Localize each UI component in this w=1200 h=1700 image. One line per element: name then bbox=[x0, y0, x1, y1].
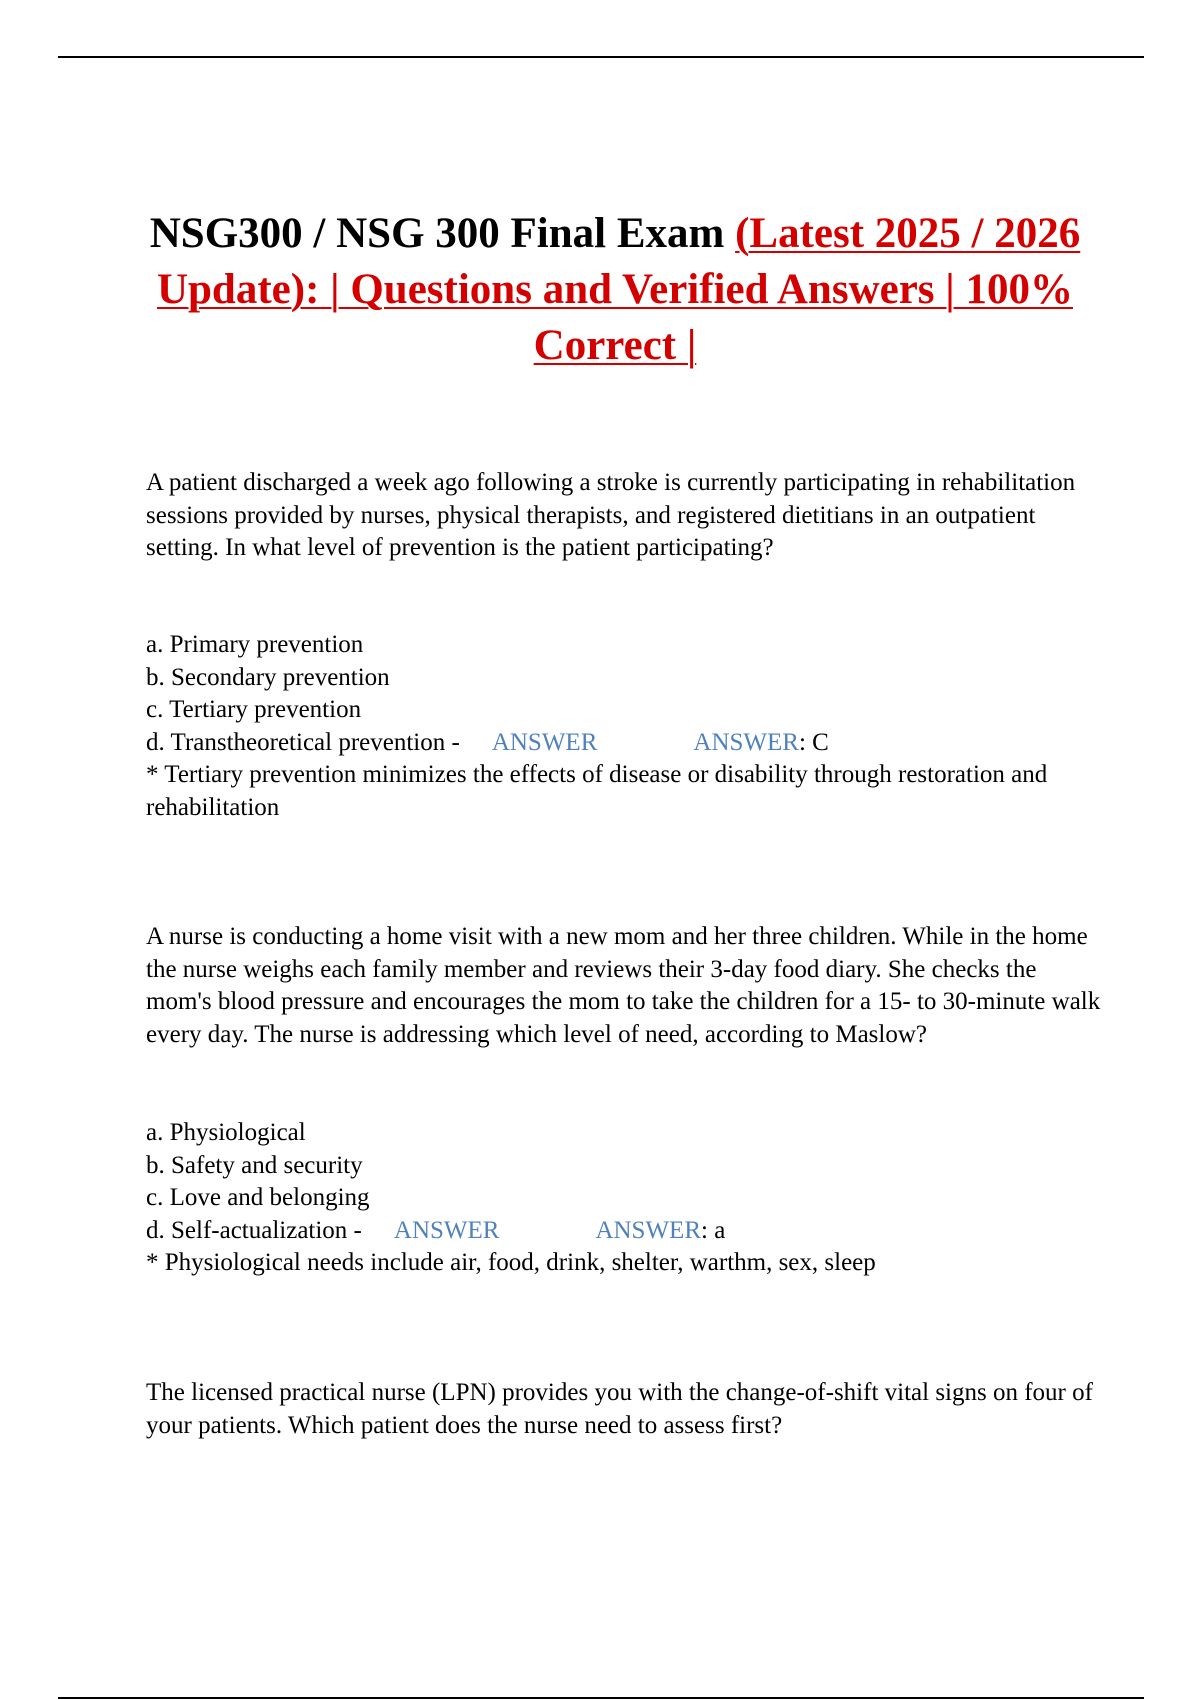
option-d: d. Transtheoretical prevention - bbox=[146, 728, 460, 756]
answer-label: ANSWER bbox=[393, 1216, 500, 1244]
answer-label: ANSWER bbox=[595, 1216, 702, 1244]
rationale: * Tertiary prevention minimizes the effects of disease or disability through restoration and rehabilitation bbox=[146, 761, 1048, 821]
option-d-line bbox=[146, 727, 1106, 760]
answer-value: : a bbox=[701, 1216, 726, 1244]
question-2 bbox=[146, 921, 1106, 1051]
document-title bbox=[130, 206, 1100, 374]
rationale: * Physiological needs include air, food, drink, shelter, warthm, sex, sleep bbox=[146, 1249, 876, 1276]
option-c: c. Love and belonging bbox=[146, 1184, 370, 1211]
answer-value: : C bbox=[798, 728, 829, 756]
title-red-text: (Latest 2025 / 2026 Update): | Questions and Verified Answers | 100% Correct | bbox=[156, 210, 1081, 369]
question-3 bbox=[146, 1377, 1106, 1442]
answer-label: ANSWER bbox=[693, 728, 799, 756]
option-b: b. Secondary prevention bbox=[146, 663, 390, 691]
title-black-text: NSG300 / NSG 300 Final Exam bbox=[149, 210, 725, 257]
question-1-options bbox=[146, 629, 1106, 824]
question-2-stem: A nurse is conducting a home visit with a new mom and her three children. While in the home the nurse weighs each family member and reviews their 3-day food diary. She checks the mom's blood pressure and encourages the mom to take the children for a 15- to 30-minute walk every day. The nurse is addressing which level of need, according to Maslow? bbox=[146, 923, 1101, 1048]
bottom-rule bbox=[58, 1697, 1144, 1699]
option-d-line bbox=[146, 1215, 1106, 1248]
option-a: a. Physiological bbox=[146, 1119, 306, 1146]
option-a: a. Primary prevention bbox=[146, 631, 364, 658]
question-1 bbox=[146, 467, 1106, 565]
question-1-stem: A patient discharged a week ago following a stroke is currently participating in rehabilitation sessions provided by nurses, physical therapists, and registered dietitians in an outpatient setting. In what level of prevention is the patient participating? bbox=[146, 469, 1076, 561]
answer-label: ANSWER bbox=[491, 728, 598, 756]
top-rule bbox=[58, 56, 1144, 58]
option-b: b. Safety and security bbox=[146, 1151, 363, 1179]
question-2-options bbox=[146, 1117, 1106, 1280]
question-3-stem: The licensed practical nurse (LPN) provides you with the change-of-shift vital signs on four of your patients. Which patient does the nurse need to assess first? bbox=[146, 1379, 1093, 1439]
option-c: c. Tertiary prevention bbox=[146, 696, 362, 723]
option-d: d. Self-actualization - bbox=[146, 1216, 362, 1244]
